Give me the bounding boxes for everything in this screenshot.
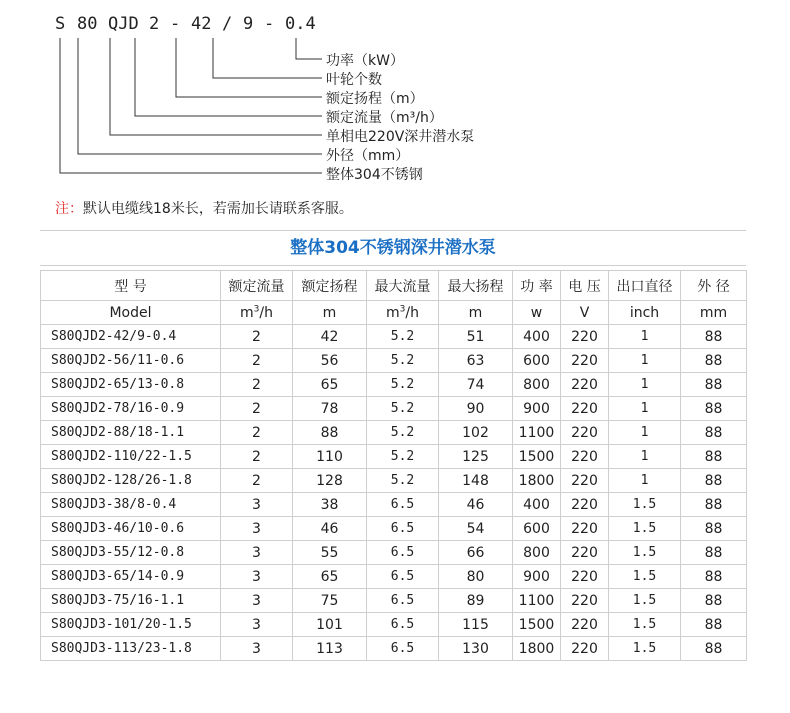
cell-outlet: 1 xyxy=(609,445,681,469)
cell-model: S80QJD3-75/16-1.1 xyxy=(41,589,221,613)
cell-rated-head: 65 xyxy=(293,565,367,589)
cell-max-flow: 6.5 xyxy=(367,517,439,541)
legend-power: 功率（kW） xyxy=(326,53,404,69)
cell-outlet: 1 xyxy=(609,397,681,421)
cell-max-head: 148 xyxy=(439,469,513,493)
table-row xyxy=(41,589,747,613)
cell-voltage: 220 xyxy=(561,565,609,589)
cell-rated-flow: 3 xyxy=(221,589,293,613)
cell-voltage: 220 xyxy=(561,397,609,421)
cell-power: 900 xyxy=(513,397,561,421)
cell-power: 600 xyxy=(513,517,561,541)
cell-max-flow: 5.2 xyxy=(367,349,439,373)
col-header-outlet: 出口直径 xyxy=(609,271,681,301)
table-row xyxy=(41,613,747,637)
cell-rated-head: 65 xyxy=(293,373,367,397)
cell-diameter: 88 xyxy=(681,517,747,541)
cell-outlet: 1.5 xyxy=(609,589,681,613)
cell-model: S80QJD2-78/16-0.9 xyxy=(41,397,221,421)
cable-note xyxy=(55,198,353,218)
cell-model: S80QJD2-56/11-0.6 xyxy=(41,349,221,373)
cell-rated-head: 42 xyxy=(293,325,367,349)
cell-max-head: 125 xyxy=(439,445,513,469)
cell-diameter: 88 xyxy=(681,565,747,589)
cell-max-flow: 5.2 xyxy=(367,469,439,493)
cell-power: 1500 xyxy=(513,613,561,637)
unit-max-flow: $m^3/h$ xyxy=(367,301,439,325)
cell-rated-head: 56 xyxy=(293,349,367,373)
code-part-type: QJD xyxy=(108,14,139,34)
code-part-slash: / xyxy=(222,14,233,34)
table-title: 整体304不锈钢深井潜水泵 xyxy=(40,230,746,266)
cell-max-head: 102 xyxy=(439,421,513,445)
cell-diameter: 88 xyxy=(681,613,747,637)
cell-power: 1100 xyxy=(513,421,561,445)
cell-rated-head: 110 xyxy=(293,445,367,469)
col-header-rated-flow: 额定流量 xyxy=(221,271,293,301)
cell-voltage: 220 xyxy=(561,541,609,565)
cell-model: S80QJD3-101/20-1.5 xyxy=(41,613,221,637)
cell-model: S80QJD2-88/18-1.1 xyxy=(41,421,221,445)
cell-rated-flow: 2 xyxy=(221,373,293,397)
cell-power: 900 xyxy=(513,565,561,589)
code-part-dash-1: - xyxy=(170,14,181,34)
header-row xyxy=(41,271,747,301)
col-header-voltage: 电 压 xyxy=(561,271,609,301)
unit-max-head: m xyxy=(439,301,513,325)
cell-rated-flow: 3 xyxy=(221,493,293,517)
col-header-max-flow: 最大流量 xyxy=(367,271,439,301)
cell-model: S80QJD3-38/8-0.4 xyxy=(41,493,221,517)
cell-rated-flow: 2 xyxy=(221,469,293,493)
cell-diameter: 88 xyxy=(681,373,747,397)
cell-max-flow: 6.5 xyxy=(367,541,439,565)
table-row xyxy=(41,469,747,493)
cell-max-flow: 6.5 xyxy=(367,589,439,613)
code-part-power: 0.4 xyxy=(285,14,316,34)
table-row xyxy=(41,517,747,541)
unit-diameter: mm xyxy=(681,301,747,325)
cell-rated-flow: 3 xyxy=(221,565,293,589)
cell-max-head: 66 xyxy=(439,541,513,565)
cell-diameter: 88 xyxy=(681,421,747,445)
cell-max-flow: 5.2 xyxy=(367,421,439,445)
cell-model: S80QJD3-65/14-0.9 xyxy=(41,565,221,589)
cell-rated-head: 88 xyxy=(293,421,367,445)
cell-model: S80QJD3-46/10-0.6 xyxy=(41,517,221,541)
unit-voltage: V xyxy=(561,301,609,325)
cell-voltage: 220 xyxy=(561,349,609,373)
col-header-diameter: 外 径 xyxy=(681,271,747,301)
cell-rated-head: 55 xyxy=(293,541,367,565)
cell-outlet: 1.5 xyxy=(609,541,681,565)
cell-max-head: 51 xyxy=(439,325,513,349)
code-part-dash-2: - xyxy=(264,14,275,34)
spec-table xyxy=(40,270,747,661)
table-row xyxy=(41,397,747,421)
cell-rated-flow: 3 xyxy=(221,637,293,661)
cell-diameter: 88 xyxy=(681,349,747,373)
cell-max-head: 46 xyxy=(439,493,513,517)
code-part-diameter: 80 xyxy=(77,14,98,34)
cell-rated-head: 75 xyxy=(293,589,367,613)
code-part-flow: 2 xyxy=(149,14,160,34)
cell-diameter: 88 xyxy=(681,445,747,469)
cell-outlet: 1 xyxy=(609,469,681,493)
table-row xyxy=(41,565,747,589)
table-row xyxy=(41,373,747,397)
cell-power: 1500 xyxy=(513,445,561,469)
cell-max-flow: 6.5 xyxy=(367,493,439,517)
cell-rated-head: 38 xyxy=(293,493,367,517)
note-text: 默认电缆线18米长，若需加长请联系客服。 xyxy=(83,201,353,217)
cell-power: 400 xyxy=(513,325,561,349)
cell-diameter: 88 xyxy=(681,397,747,421)
col-header-model: 型 号 xyxy=(41,271,221,301)
cell-voltage: 220 xyxy=(561,469,609,493)
cell-outlet: 1.5 xyxy=(609,637,681,661)
code-part-stages: 9 xyxy=(243,14,254,34)
cell-rated-flow: 2 xyxy=(221,325,293,349)
cell-rated-flow: 3 xyxy=(221,613,293,637)
code-part-head: 42 xyxy=(191,14,212,34)
cell-power: 1100 xyxy=(513,589,561,613)
cell-outlet: 1 xyxy=(609,373,681,397)
cell-rated-flow: 2 xyxy=(221,349,293,373)
cell-rated-flow: 2 xyxy=(221,445,293,469)
unit-outlet: inch xyxy=(609,301,681,325)
cell-max-flow: 6.5 xyxy=(367,637,439,661)
table-row xyxy=(41,445,747,469)
cell-power: 800 xyxy=(513,373,561,397)
cell-voltage: 220 xyxy=(561,445,609,469)
unit-model: Model xyxy=(41,301,221,325)
cell-voltage: 220 xyxy=(561,421,609,445)
cell-max-head: 54 xyxy=(439,517,513,541)
legend-diameter: 外径（mm） xyxy=(326,148,410,164)
cell-max-head: 130 xyxy=(439,637,513,661)
cell-rated-head: 113 xyxy=(293,637,367,661)
legend-type: 单相电220V深井潜水泵 xyxy=(326,129,475,145)
cell-diameter: 88 xyxy=(681,541,747,565)
cell-max-head: 90 xyxy=(439,397,513,421)
cell-outlet: 1.5 xyxy=(609,517,681,541)
cell-rated-head: 46 xyxy=(293,517,367,541)
cell-outlet: 1 xyxy=(609,349,681,373)
cell-diameter: 88 xyxy=(681,589,747,613)
cell-rated-head: 101 xyxy=(293,613,367,637)
cell-max-flow: 5.2 xyxy=(367,397,439,421)
cell-diameter: 88 xyxy=(681,493,747,517)
cell-rated-head: 128 xyxy=(293,469,367,493)
cell-max-head: 115 xyxy=(439,613,513,637)
cell-power: 800 xyxy=(513,541,561,565)
legend-flow: 额定流量（m³/h） xyxy=(326,110,443,126)
note-label: 注： xyxy=(55,201,83,217)
cell-diameter: 88 xyxy=(681,325,747,349)
units-row xyxy=(41,301,747,325)
cell-max-head: 89 xyxy=(439,589,513,613)
cell-outlet: 1 xyxy=(609,421,681,445)
cell-power: 600 xyxy=(513,349,561,373)
code-part-series: S xyxy=(55,14,66,34)
table-row xyxy=(41,421,747,445)
cell-rated-flow: 2 xyxy=(221,397,293,421)
cell-voltage: 220 xyxy=(561,613,609,637)
legend-material: 整体304不锈钢 xyxy=(326,167,423,183)
cell-model: S80QJD2-128/26-1.8 xyxy=(41,469,221,493)
cell-rated-flow: 3 xyxy=(221,517,293,541)
table-row xyxy=(41,493,747,517)
cell-diameter: 88 xyxy=(681,469,747,493)
cell-voltage: 220 xyxy=(561,325,609,349)
unit-rated-head: m xyxy=(293,301,367,325)
cell-model: S80QJD2-42/9-0.4 xyxy=(41,325,221,349)
cell-max-head: 63 xyxy=(439,349,513,373)
col-header-max-head: 最大扬程 xyxy=(439,271,513,301)
cell-power: 400 xyxy=(513,493,561,517)
cell-model: S80QJD3-113/23-1.8 xyxy=(41,637,221,661)
cell-voltage: 220 xyxy=(561,373,609,397)
cell-voltage: 220 xyxy=(561,493,609,517)
cell-rated-flow: 3 xyxy=(221,541,293,565)
cell-max-head: 80 xyxy=(439,565,513,589)
cell-outlet: 1.5 xyxy=(609,613,681,637)
cell-max-head: 74 xyxy=(439,373,513,397)
cell-outlet: 1.5 xyxy=(609,565,681,589)
cell-power: 1800 xyxy=(513,469,561,493)
unit-rated-flow: $m^3/h$ xyxy=(221,301,293,325)
cell-model: S80QJD2-65/13-0.8 xyxy=(41,373,221,397)
cell-voltage: 220 xyxy=(561,637,609,661)
cell-outlet: 1.5 xyxy=(609,493,681,517)
cell-voltage: 220 xyxy=(561,517,609,541)
table-row xyxy=(41,637,747,661)
cell-rated-head: 78 xyxy=(293,397,367,421)
table-row xyxy=(41,325,747,349)
cell-outlet: 1 xyxy=(609,325,681,349)
cell-max-flow: 5.2 xyxy=(367,325,439,349)
cell-max-flow: 6.5 xyxy=(367,565,439,589)
cell-diameter: 88 xyxy=(681,637,747,661)
cell-max-flow: 5.2 xyxy=(367,445,439,469)
cell-model: S80QJD3-55/12-0.8 xyxy=(41,541,221,565)
cell-power: 1800 xyxy=(513,637,561,661)
cell-max-flow: 6.5 xyxy=(367,613,439,637)
cell-model: S80QJD2-110/22-1.5 xyxy=(41,445,221,469)
col-header-rated-head: 额定扬程 xyxy=(293,271,367,301)
cell-max-flow: 5.2 xyxy=(367,373,439,397)
table-row xyxy=(41,349,747,373)
cell-rated-flow: 2 xyxy=(221,421,293,445)
col-header-power: 功 率 xyxy=(513,271,561,301)
cell-voltage: 220 xyxy=(561,589,609,613)
spec-table-section xyxy=(40,230,746,661)
legend-stages: 叶轮个数 xyxy=(326,72,382,88)
spec-table-body xyxy=(41,325,747,661)
unit-power: w xyxy=(513,301,561,325)
legend-head: 额定扬程（m） xyxy=(326,91,424,107)
table-row xyxy=(41,541,747,565)
